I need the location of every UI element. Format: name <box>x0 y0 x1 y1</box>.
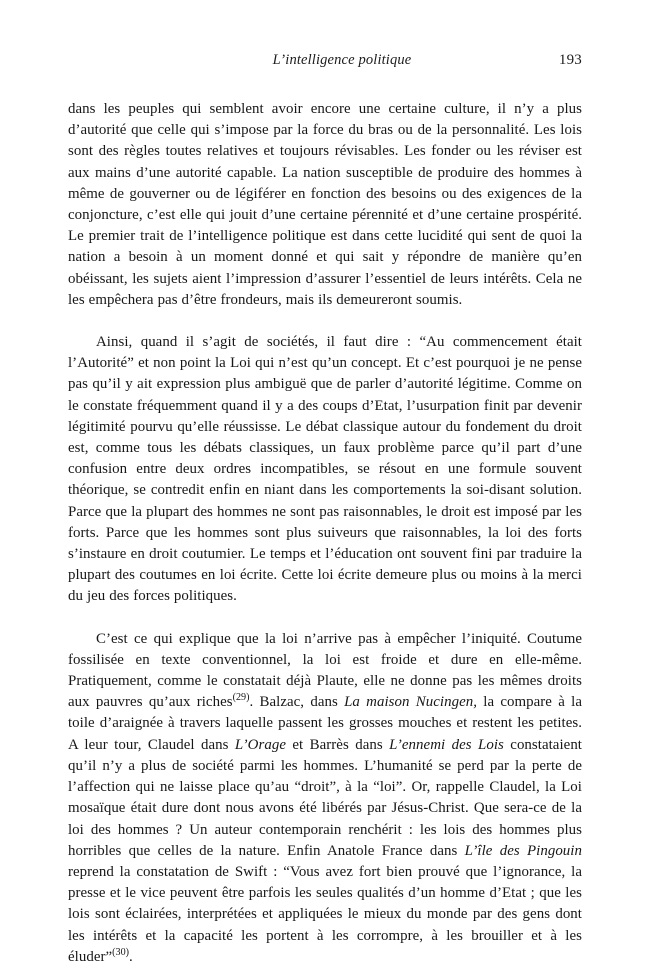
text-block <box>68 99 582 968</box>
text-run: constataient qu’il n’y a plus de société parmi les hommes. L’humanité se perd par la perte de l’affection qui ne laisse place qu’au “droit”, à la “loi”. Or, rappelle Claudel, la Loi mosaïque était dure dont nous avons été libérés par Jésus-Christ. Que sera-ce de la loi des hommes ? Un auteur contemporain renchérit : les lois des hommes plus horribles que celles de la nature. Enfin Anatole France dans <box>68 736 582 859</box>
text-run: C’est ce qui explique que la loi n’arrive pas à empêcher l’iniquité. Coutume fossilisée en texte conventionnel, la loi est froide et dure en elle-même. Pratiquement, comme le constatait déjà Plaute, elle ne donne pas les mêmes droits aux pauvres qu’aux riches <box>68 630 582 711</box>
running-head <box>68 52 582 72</box>
footnote-marker[interactable]: (29) <box>232 692 250 704</box>
page-number: 193 <box>558 52 582 68</box>
text-run: . Balzac, dans <box>249 694 345 711</box>
work-title: L’ennemi des Lois <box>389 736 504 753</box>
paragraph-3 <box>68 629 582 968</box>
work-title: L’île des Pingouin <box>464 842 582 859</box>
work-title: La maison Nucingen, <box>344 694 477 711</box>
text-run: reprend la constatation de Swift : “Vous avez fort bien prouvé que l’ignorance, la presse et le vice peuvent être parfois les seules qualités d’un homme d’Etat ; que les lois sont éclairées, interprétées et appliquées le mieux du monde par des gens dont les intérêts et la capacité les portent à les corrompre, à les brouiller et à les éluder” <box>68 863 582 965</box>
paragraph-2: Ainsi, quand il s’agit de sociétés, il faut dire : “Au commencement était l’Autorité” et non point la Loi qui n’est qu’un concept. Et c’est pourquoi je ne pense pas qu’il y ait expression plus ambiguë que de parler d’autorité légitime. Comme on le constate fréquemment quand il y a des coups d’Etat, l’usurpation finit par devenir légitimité pourvu qu’elle réussisse. Le débat classique autour du fondement du droit est, comme tous les débats classiques, un faux problème parce qu’il part d’une confusion entre deux ordres incompatibles, se résout en une formule souvent théorique, se contredit enfin en niant dans les comportements la soi-disant solution. Parce que la plupart des hommes ne sont pas raisonnables, le droit est imposé par les forts. Parce que les hommes sont plus suiveurs que raisonnables, la loi des forts s’instaure en droit coutumier. Le temps et l’éducation ont souvent fini par traduire la plupart des coutumes en loi écrite. Cette loi écrite demeure plus ou moins à la merci du jeu des forces politiques. <box>68 334 582 605</box>
text-run: la compare à la toile d’araignée à travers laquelle passent les grosses mouches et restent les petites. A leur tour, Claudel dans <box>68 694 582 753</box>
text-run: . <box>129 948 133 965</box>
work-title: L’Orage <box>234 736 286 753</box>
running-head-title: L’intelligence politique <box>272 52 412 68</box>
footnote-marker[interactable]: (30) <box>112 946 130 958</box>
text-run: et Barrès dans <box>285 736 390 753</box>
paragraph-1: dans les peuples qui semblent avoir encore une certaine culture, il n’y a plus d’autorité que celle qui s’impose par la force du bras ou de la personnalité. Les lois sont des règles toutes relatives et toujours révisables. Les fonder ou les réviser est aux mains d’une autorité capable. La nation susceptible de produire des hommes à même de gouverner ou de légiférer en fonction des besoins ou des exigences de la conjoncture, c’est elle qui jouit d’une certaine pérennité et d’une certaine prospérité. Le premier trait de l’intelligence politique est dans cette lucidité qui sent de quoi la nation a besoin à un moment donné et qui sait y répondre de manière qu’en obéissant, les sujets aient l’impression d’assurer l’essentiel de leurs intérêts. Cela ne les empêchera pas d’être frondeurs, mais ils demeureront soumis. <box>68 101 582 308</box>
